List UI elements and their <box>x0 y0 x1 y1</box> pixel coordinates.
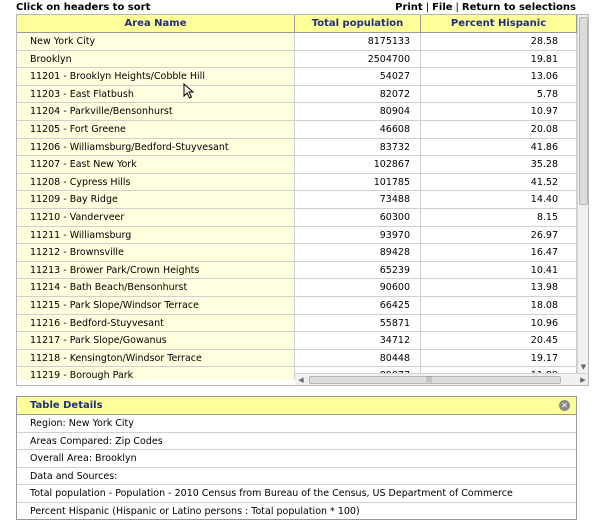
table-row <box>17 156 577 174</box>
separator: | <box>455 2 459 13</box>
area-name-cell: 11204 - Parkville/Bensonhurst <box>17 103 295 121</box>
population-cell: 93970 <box>295 227 421 245</box>
mouse-pointer-icon <box>183 83 195 99</box>
population-cell: 34712 <box>295 332 421 350</box>
area-name-cell: 11208 - Cypress Hills <box>17 174 295 192</box>
percent-hispanic-cell: 20.45 <box>421 332 577 350</box>
population-cell: 90600 <box>295 279 421 297</box>
population-cell: 80448 <box>295 350 421 368</box>
percent-hispanic-cell: 41.86 <box>421 139 577 157</box>
population-cell: 2504700 <box>295 51 421 69</box>
percent-hispanic-cell: 10.41 <box>421 262 577 280</box>
population-cell: 89428 <box>295 244 421 262</box>
percent-hispanic-cell: 41.52 <box>421 174 577 192</box>
table-row <box>17 279 577 297</box>
vertical-scroll-thumb[interactable] <box>579 17 588 205</box>
percent-hispanic-cell: 18.08 <box>421 297 577 315</box>
population-cell: 66425 <box>295 297 421 315</box>
table-row <box>17 86 577 104</box>
area-name-cell: 11214 - Bath Beach/Bensonhurst <box>17 279 295 297</box>
population-cell: 102867 <box>295 156 421 174</box>
area-name-cell: 11217 - Park Slope/Gowanus <box>17 332 295 350</box>
area-name-cell: 11215 - Park Slope/Windsor Terrace <box>17 297 295 315</box>
population-cell: 82072 <box>295 86 421 104</box>
area-name-cell: 11219 - Borough Park <box>17 367 295 380</box>
table-row <box>17 315 577 333</box>
percent-hispanic-cell: 13.06 <box>421 68 577 86</box>
table-row <box>17 68 577 86</box>
table-details-title: Table Details <box>30 400 103 411</box>
percent-hispanic-cell: 35.28 <box>421 156 577 174</box>
percent-hispanic-cell: 16.47 <box>421 244 577 262</box>
file-link[interactable]: File <box>432 2 453 13</box>
population-cell: 65239 <box>295 262 421 280</box>
table-row <box>17 297 577 315</box>
area-name-cell: New York City <box>17 33 295 51</box>
population-cell: 80904 <box>295 103 421 121</box>
percent-hispanic-cell: 20.08 <box>421 121 577 139</box>
population-cell: 101785 <box>295 174 421 192</box>
percent-hispanic-cell: 13.98 <box>421 279 577 297</box>
details-line: Data and Sources: <box>17 468 576 486</box>
return-to-selections-link[interactable]: Return to selections <box>461 2 576 13</box>
table-details-header <box>17 397 576 415</box>
table-row <box>17 244 577 262</box>
area-name-cell: 11216 - Bedford-Stuyvesant <box>17 315 295 333</box>
details-line: Areas Compared: Zip Codes <box>17 433 576 451</box>
vertical-scrollbar[interactable] <box>577 15 589 373</box>
column-header-total-population[interactable]: Total population <box>295 15 421 33</box>
table-row <box>17 262 577 280</box>
horizontal-scroll-thumb[interactable] <box>309 376 561 384</box>
area-name-cell: 11218 - Kensington/Windsor Terrace <box>17 350 295 368</box>
table-details-panel <box>16 396 577 520</box>
percent-hispanic-cell: 10.97 <box>421 103 577 121</box>
table-row <box>17 121 577 139</box>
column-header-area-name[interactable]: Area Name <box>17 15 295 33</box>
grip-icon: ||| <box>426 376 433 383</box>
population-cell: 46608 <box>295 121 421 139</box>
arrow-right-icon[interactable]: ▶ <box>580 376 586 384</box>
print-link[interactable]: Print <box>395 2 423 13</box>
percent-hispanic-cell: 10.96 <box>421 315 577 333</box>
area-name-cell: Brooklyn <box>17 51 295 69</box>
area-name-cell: 11209 - Bay Ridge <box>17 191 295 209</box>
area-name-cell: 11213 - Brower Park/Crown Heights <box>17 262 295 280</box>
arrow-down-icon[interactable]: ▼ <box>580 363 587 371</box>
table-row <box>17 350 577 368</box>
table-row <box>17 227 577 245</box>
table-body[interactable] <box>17 33 577 380</box>
table-details-lines <box>17 415 576 521</box>
table-row <box>17 103 577 121</box>
percent-hispanic-cell: 28.58 <box>421 33 577 51</box>
toolbar-links <box>395 2 576 13</box>
percent-hispanic-cell: 19.17 <box>421 350 577 368</box>
area-name-cell: 11212 - Brownsville <box>17 244 295 262</box>
table-row <box>17 139 577 157</box>
population-cell: 8175133 <box>295 33 421 51</box>
table-row <box>17 332 577 350</box>
table-row <box>17 33 577 51</box>
separator: | <box>425 2 430 13</box>
details-line: Total population - Population - 2010 Census from Bureau of the Census, US Department of Commerce <box>17 485 576 503</box>
table-row <box>17 174 577 192</box>
sort-hint: Click on headers to sort <box>16 2 151 13</box>
population-cell: 60300 <box>295 209 421 227</box>
details-line: Overall Area: Brooklyn <box>17 450 576 468</box>
details-line: Percent Hispanic (Hispanic or Latino persons : Total population * 100) <box>30 505 360 517</box>
percent-hispanic-cell: 26.97 <box>421 227 577 245</box>
population-cell: 73488 <box>295 191 421 209</box>
population-cell: 83732 <box>295 139 421 157</box>
area-name-cell: 11201 - Brooklyn Heights/Cobble Hill <box>17 68 295 86</box>
area-name-cell: 11207 - East New York <box>17 156 295 174</box>
table-row <box>17 209 577 227</box>
horizontal-scrollbar[interactable] <box>295 373 589 386</box>
percent-hispanic-cell: 8.15 <box>421 209 577 227</box>
population-cell: 55871 <box>295 315 421 333</box>
area-name-cell: 11206 - Williamsburg/Bedford-Stuyvesant <box>17 139 295 157</box>
area-name-cell: 11210 - Vanderveer <box>17 209 295 227</box>
table-row <box>17 191 577 209</box>
percent-hispanic-cell: 5.78 <box>421 86 577 104</box>
column-header-percent-hispanic[interactable]: Percent Hispanic <box>421 15 577 33</box>
table-row <box>17 51 577 69</box>
percent-hispanic-cell: 14.40 <box>421 191 577 209</box>
close-icon[interactable]: ✕ <box>559 400 570 411</box>
area-name-cell: 11211 - Williamsburg <box>17 227 295 245</box>
area-name-cell: 11205 - Fort Greene <box>17 121 295 139</box>
table-header <box>17 15 577 33</box>
percent-hispanic-cell: 19.81 <box>421 51 577 69</box>
area-name-cell: 11203 - East Flatbush <box>17 86 295 104</box>
details-line: Region: New York City <box>17 415 576 433</box>
data-table <box>16 14 589 386</box>
arrow-left-icon[interactable]: ◀ <box>298 376 304 384</box>
population-cell: 54027 <box>295 68 421 86</box>
